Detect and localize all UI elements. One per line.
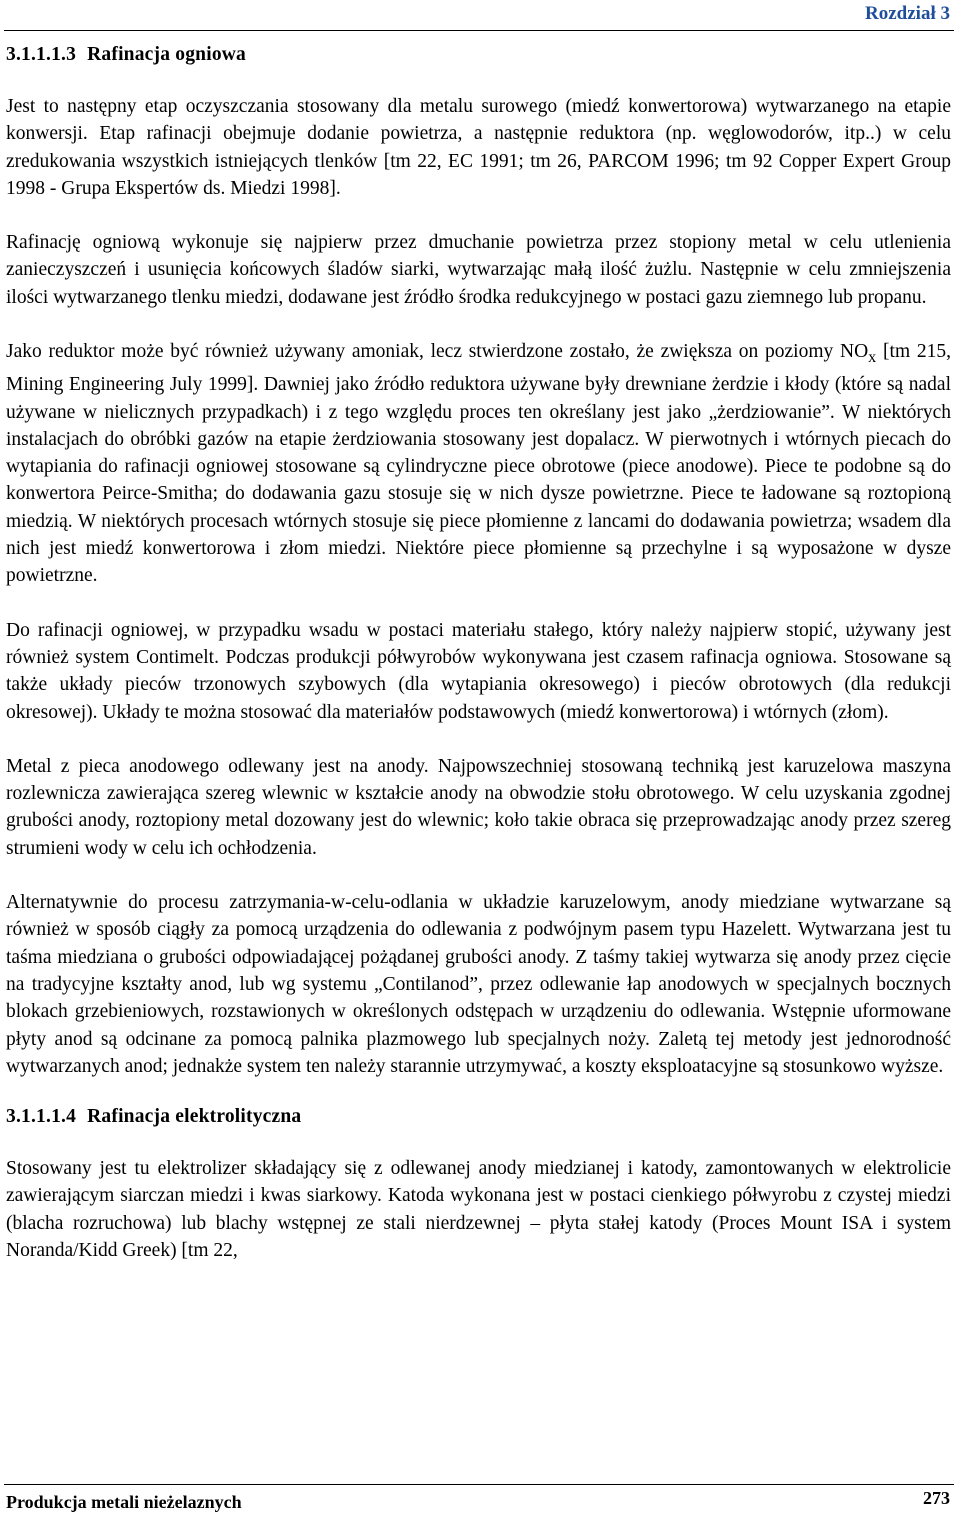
section-number: 3.1.1.1.3	[6, 44, 77, 65]
section-heading-fire-refining	[6, 44, 951, 66]
paragraph: Alternatywnie do procesu zatrzymania-w-celu-odlania w układzie karuzelowym, anody miedziane wytwarzane są również w sposób ciągły za pomocą urządzenia do odlewania z podwójnym pasem typu Hazelett. Wytwarzana jest tu taśma miedziana o grubości odpowiadającej pożądanej grubości anody. Z taśmy takiej wytwarza się anody przez cięcie na tradycyjne kształty anod, lub wg systemu „Contilanod”, przez odlewanie łap anodowych w specjalnych bocznych blokach grzebieniowych, rozstawionych w określonych odstępach w urządzeniu do odlewania. Wstępnie uformowane płyty anod są odcinane za pomocą palnika plazmowego lub specjalnych noży. Zaletą tej metody jest jednorodność wytwarzanych anod; jednakże system ten należy starannie utrzymywać, a koszty eksploatacyjne są stosunkowo wyższe.	[6, 892, 951, 1077]
footer-title: Produkcja metali nieżelaznych	[6, 1492, 242, 1512]
paragraph-text: Jako reduktor może być również używany amoniak, lecz stwierdzone zostało, że zwiększa on poziomy NO	[6, 341, 869, 363]
footer-divider	[4, 1484, 954, 1485]
page-number: 273	[923, 1488, 950, 1508]
paragraph: Metal z pieca anodowego odlewany jest na anody. Najpowszechniej stosowaną techniką jest karuzelowa maszyna rozlewnicza zawierająca szereg wlewnic w kształcie anody na obwodzie stołu obrotowego. W celu uzyskania zgodnej grubości anody, roztopiony metal dozowany jest do wlewnic; koło takie obraca się przeprowadzając anody przez szereg strumieni wody w celu ich ochłodzenia.	[6, 755, 951, 859]
paragraph: Stosowany jest tu elektrolizer składający się z odlewanej anody miedzianej i katody, zamontowanych w elektrolicie zawierającym siarczan miedzi i kwas siarkowy. Katoda wykonana jest w postaci cienkiego półwyrobu z czystej miedzi (blacha rozruchowa) lub blachy wstępnej ze stali nierdzewnej – płyta stałej katody (Proces Mount ISA i system Noranda/Kidd Greek) [tm 22,	[6, 1158, 951, 1261]
header-divider	[4, 30, 954, 31]
chapter-label: Rozdział 3	[865, 3, 950, 24]
subscript-x: x	[868, 347, 877, 366]
paragraph: Jest to następny etap oczyszczania stosowany dla metalu surowego (miedź konwertorowa) wytwarzanego na etapie konwersji. Etap rafinacji obejmuje dodanie powietrza, a następnie reduktora (np. węglowodorów, itp..) w celu zredukowania wszystkich istniejących tlenków [tm 22, EC 1991; tm 26, PARCOM 1996; tm 92 Copper Expert Group 1998 - Grupa Ekspertów ds. Miedzi 1998].	[6, 96, 951, 199]
page-content	[6, 44, 951, 1264]
paragraph-nox	[6, 338, 951, 590]
paragraph-text: [tm 215, Mining Engineering July 1999]. Dawniej jako źródło reduktora używane były drewniane żerdzie i kłody (które są nadal używane w nielicznych przypadkach) i z tego względu proces ten określany jest jako „żerdziowanie”. W niektórych instalacjach do obróbki gazów na etapie żerdziowania stosowany jest dopalacz. W pierwotnych i wtórnych piecach do wytapiania do rafinacji ogniowej stosowane są cylindryczne piece obrotowe (piece anodowe). Piece te podobne są do konwertora Peirce-Smitha; do dodawania gazu stosuje się w nich dysze powietrzne. Piece te ładowane są roztopioną miedzią. W niektórych procesach wtórnych stosuje się piece płomienne z lancami do dodawania powietrza; wsadem dla nich jest miedź konwertorowa i złom miedzi. Niektóre piece płomienne są przechylne i są wyposażone w dysze powietrzne.	[6, 341, 951, 587]
section-heading-electrolytic-refining	[6, 1106, 951, 1128]
paragraph: Rafinację ogniową wykonuje się najpierw przez dmuchanie powietrza przez stopiony metal w celu utlenienia zanieczyszczeń i usunięcia końcowych śladów siarki, wytwarzając małą ilość żużlu. Następnie w celu zmniejszenia ilości wytwarzanego tlenku miedzi, dodawane jest źródło środka redukcyjnego w postaci gazu ziemnego lub propanu.	[6, 232, 951, 308]
section-title: Rafinacja ogniowa	[87, 44, 246, 65]
section-number: 3.1.1.1.4	[6, 1106, 77, 1128]
paragraph: Do rafinacji ogniowej, w przypadku wsadu w postaci materiału stałego, który należy najpierw stopić, używany jest również system Contimelt. Podczas produkcji półwyrobów wykonywana jest czasem rafinacja ogniowa. Stosowane są także układy pieców trzonowych szybowych (dla wytapiania okresowego) i pieców obrotowych (dla redukcji okresowej). Układy te można stosować dla materiałów podstawowych (miedź konwertorowa) i wtórnych (złom).	[6, 619, 951, 723]
section-title: Rafinacja elektrolityczna	[87, 1106, 302, 1128]
